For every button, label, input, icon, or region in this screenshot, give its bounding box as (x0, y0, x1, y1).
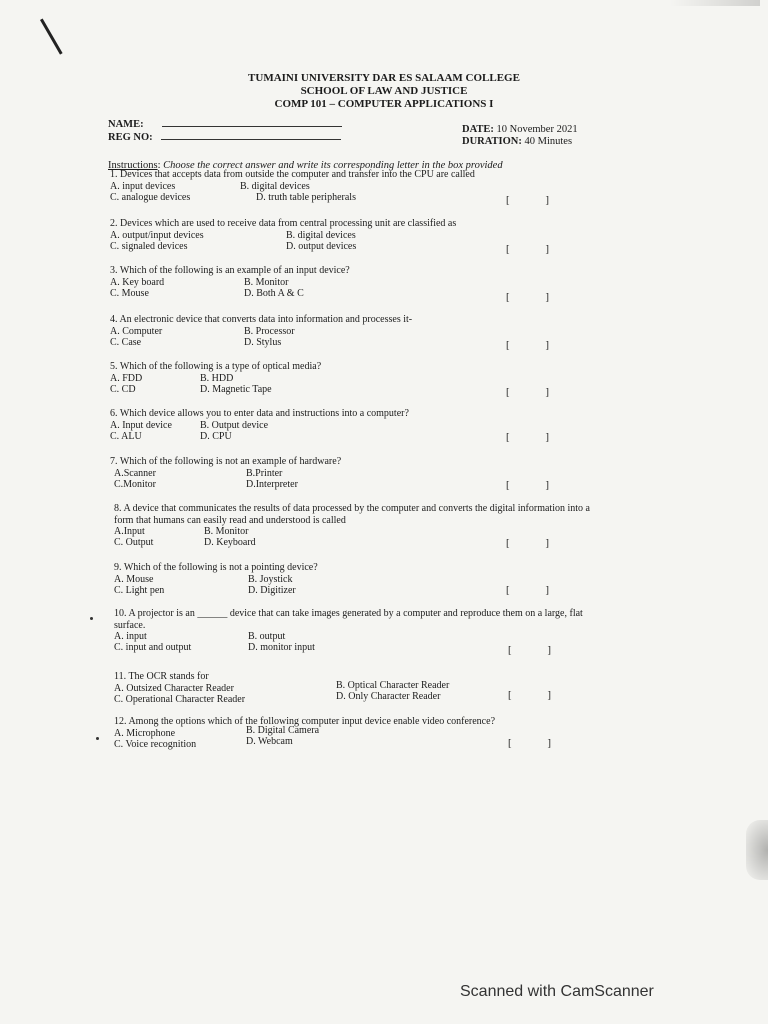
option-d: D. Keyboard (204, 537, 256, 548)
option-d: D. CPU (200, 430, 232, 442)
question-stem: 2. Devices which are used to receive data from central processing unit are classified as (110, 218, 457, 229)
option-a: A. FDD (110, 372, 143, 384)
answer-box-right: ] (545, 195, 549, 206)
university-title: TUMAINI UNIVERSITY DAR ES SALAAM COLLEGE (248, 72, 520, 84)
answer-box-right: ] (545, 480, 549, 491)
option-a: A.Scanner (114, 467, 156, 479)
answer-box-12[interactable] (508, 738, 551, 749)
answer-box-6[interactable] (506, 432, 549, 443)
option-d: D.Interpreter (246, 478, 298, 490)
answer-box-9[interactable] (506, 585, 549, 596)
option-b: B. digital devices (240, 180, 310, 192)
question-stem: 12. Among the options which of the following computer input device enable video conference? (114, 716, 496, 727)
answer-box-left: [ (506, 292, 510, 303)
option-a: A.Input (114, 526, 145, 537)
answer-box-right: ] (545, 538, 549, 549)
option-b: B. digital devices (286, 229, 356, 241)
answer-box-left: [ (506, 387, 510, 398)
answer-box-right: ] (547, 690, 551, 701)
option-b: B. Monitor (204, 526, 249, 537)
option-b: B. Digital Camera (246, 724, 320, 736)
option-b: B. Monitor (244, 276, 289, 288)
answer-box-right: ] (545, 292, 549, 303)
school-title: SCHOOL OF LAW AND JUSTICE (300, 85, 468, 97)
option-c: C. Operational Character Reader (114, 693, 246, 705)
option-c: C. Light pen (114, 584, 165, 596)
answer-box-right: ] (545, 387, 549, 398)
answer-box-right: ] (545, 432, 549, 443)
option-b: B. Optical Character Reader (336, 679, 450, 691)
answer-box-10[interactable] (508, 645, 551, 656)
option-b: B.Printer (246, 467, 283, 479)
answer-box-left: [ (506, 340, 510, 351)
reg-no-line[interactable] (161, 131, 341, 140)
option-d: D. Magnetic Tape (200, 383, 272, 395)
option-c: C. Mouse (110, 287, 149, 299)
option-c: C. CD (110, 383, 136, 395)
option-b: B. HDD (200, 372, 234, 384)
option-a: A. Microphone (114, 727, 176, 739)
answer-box-left: [ (506, 432, 510, 443)
question-stem: 10. A projector is an ______ device that can take images generated by a computer and reproduce them on a large, flat surface. (114, 608, 583, 631)
option-c: C. Case (110, 336, 142, 348)
option-b: B. output (248, 631, 286, 642)
option-d: D. Digitizer (248, 584, 296, 596)
margin-bullet-mark (90, 617, 93, 620)
option-a: A. Outsized Character Reader (114, 682, 234, 694)
option-b: B. Processor (244, 325, 295, 337)
answer-box-left: [ (508, 645, 512, 656)
answer-box-5[interactable] (506, 387, 549, 398)
option-d: D. truth table peripherals (256, 191, 356, 203)
option-d: D. monitor input (248, 642, 315, 653)
scan-shadow-right (746, 820, 768, 880)
answer-box-right: ] (547, 738, 551, 749)
option-b: B. Joystick (248, 573, 293, 585)
scan-shadow-top (670, 0, 760, 6)
option-c: C. Voice recognition (114, 738, 197, 750)
answer-box-4[interactable] (506, 340, 549, 351)
pen-stroke-mark (40, 19, 63, 55)
answer-box-right: ] (545, 585, 549, 596)
option-d: D. Both A & C (244, 287, 304, 299)
option-b: B. Output device (200, 419, 269, 431)
reg-no-label: REG NO: (108, 132, 153, 143)
name-label: NAME: (108, 119, 144, 130)
question-stem: 5. Which of the following is a type of optical media? (110, 361, 322, 372)
answer-box-left: [ (506, 244, 510, 255)
option-a: A. input devices (110, 180, 176, 192)
scanner-watermark: Scanned with CamScanner (460, 983, 654, 1000)
option-d: D. Only Character Reader (336, 690, 441, 702)
reg-no-field[interactable] (108, 131, 341, 143)
date-value: 10 November 2021 (496, 124, 578, 135)
answer-box-left: [ (506, 585, 510, 596)
option-a: A. input (114, 631, 147, 642)
answer-box-left: [ (506, 195, 510, 206)
option-c: C.Monitor (114, 478, 156, 490)
option-c: C. signaled devices (110, 240, 188, 252)
question-stem: 8. A device that communicates the results of data processed by the computer and converts the digital information into a form that humans can easily read and understood is called (114, 503, 590, 526)
date-label: DATE: (462, 124, 494, 135)
duration-label: DURATION: (462, 136, 522, 147)
answer-box-3[interactable] (506, 292, 549, 303)
option-a: A. output/input devices (110, 229, 204, 241)
question-stem: 11. The OCR stands for (114, 671, 209, 682)
option-c: C. input and output (114, 642, 192, 653)
margin-bullet-mark (96, 737, 99, 740)
duration-line (462, 136, 572, 147)
question-stem: 4. An electronic device that converts data into information and processes it- (110, 314, 413, 325)
question-stem: 1. Devices that accepts data from outside the computer and transfer into the CPU are called (110, 169, 475, 180)
answer-box-left: [ (508, 690, 512, 701)
name-line[interactable] (162, 118, 342, 127)
option-d: D. output devices (286, 240, 357, 252)
option-a: A. Input device (110, 419, 172, 431)
answer-box-7[interactable] (506, 480, 549, 491)
answer-box-left: [ (506, 480, 510, 491)
name-field[interactable] (108, 118, 342, 130)
option-c: C. ALU (110, 430, 142, 442)
option-c: C. Output (114, 537, 154, 548)
question-stem: 9. Which of the following is not a pointing device? (114, 562, 318, 573)
instructions-text: Choose the correct answer and write its corresponding letter in the box provided (163, 160, 503, 171)
answer-box-8[interactable] (506, 538, 549, 549)
option-d: D. Stylus (244, 336, 282, 348)
exam-header (0, 72, 768, 111)
answer-box-left: [ (506, 538, 510, 549)
option-a: A. Mouse (114, 573, 154, 585)
option-a: A. Key board (110, 276, 165, 288)
answer-box-right: ] (547, 645, 551, 656)
answer-box-left: [ (508, 738, 512, 749)
answer-box-2[interactable] (506, 244, 549, 255)
answer-box-right: ] (545, 340, 549, 351)
duration-value: 40 Minutes (524, 136, 573, 147)
instructions-label: Instructions (108, 160, 158, 171)
question-stem: 7. Which of the following is not an example of hardware? (110, 456, 342, 467)
option-c: C. analogue devices (110, 191, 191, 203)
option-d: D. Webcam (246, 735, 293, 747)
answer-box-right: ] (545, 244, 549, 255)
option-a: A. Computer (110, 325, 163, 337)
question-stem: 3. Which of the following is an example of an input device? (110, 265, 350, 276)
answer-box-1[interactable] (506, 195, 549, 206)
question-stem: 6. Which device allows you to enter data and instructions into a computer? (110, 408, 409, 419)
course-title: COMP 101 – COMPUTER APPLICATIONS I (274, 98, 494, 110)
answer-box-11[interactable] (508, 690, 551, 701)
date-line (462, 124, 578, 135)
instructions: Instructions: Choose the correct answer and write its corresponding letter in the box provided (108, 160, 503, 171)
